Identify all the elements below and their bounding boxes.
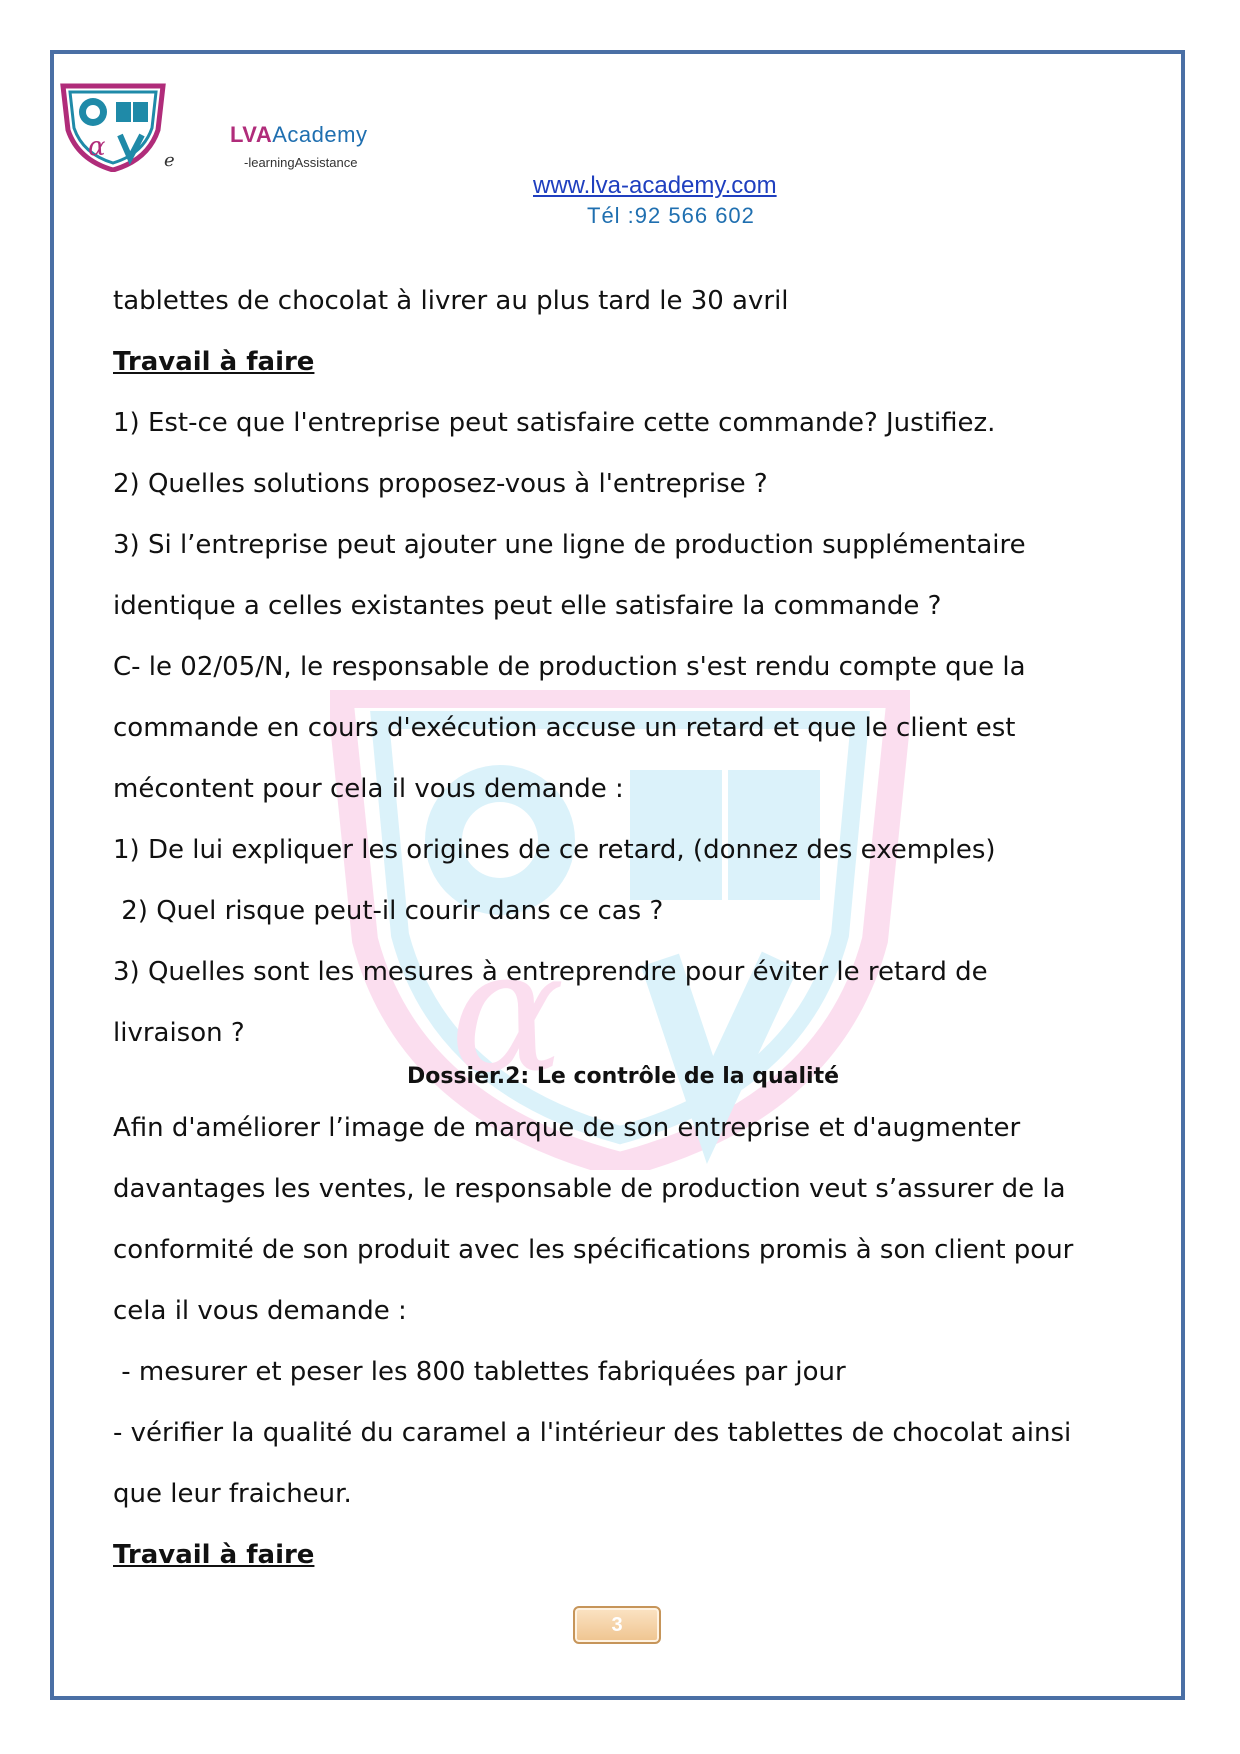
question-line: identique a celles existantes peut elle satisfaire la commande ? <box>113 591 942 621</box>
paragraph-line: tablettes de chocolat à livrer au plus tard le 30 avril <box>113 286 789 316</box>
website-link[interactable]: www.lva-academy.com <box>533 172 777 199</box>
section-heading: Travail à faire <box>113 1540 315 1570</box>
paragraph-line: mécontent pour cela il vous demande : <box>113 774 624 804</box>
brand-academy: Academy <box>272 122 368 147</box>
svg-text:α: α <box>450 913 565 1111</box>
brand-lva: LVA <box>230 122 273 147</box>
question-line: 1) Est-ce que l'entreprise peut satisfaire cette commande? Justifiez. <box>113 408 996 438</box>
question-line: 3) Quelles sont les mesures à entreprendre pour éviter le retard de <box>113 957 988 987</box>
list-item: - vérifier la qualité du caramel a l'intérieur des tablettes de chocolat ainsi <box>113 1418 1072 1448</box>
paragraph-line: conformité de son produit avec les spécifications promis à son client pour <box>113 1235 1074 1265</box>
paragraph-line: commande en cours d'exécution accuse un retard et que le client est <box>113 713 1016 743</box>
academy-logo <box>58 80 168 172</box>
phone-number: Tél :92 566 602 <box>587 203 755 228</box>
section-heading: Travail à faire <box>113 347 315 377</box>
question-line: 2) Quel risque peut-il courir dans ce cas ? <box>113 896 664 926</box>
paragraph-line: Afin d'améliorer l’image de marque de son entreprise et d'augmenter <box>113 1113 1021 1143</box>
paragraph-line: que leur fraicheur. <box>113 1479 352 1509</box>
brand-tagline: -learningAssistance <box>244 155 358 170</box>
dossier-title: Dossier.2: Le contrôle de la qualité <box>406 1064 840 1089</box>
svg-text:α: α <box>88 132 106 162</box>
document-body <box>113 280 1123 1595</box>
list-item: - mesurer et peser les 800 tablettes fabriquées par jour <box>113 1357 846 1387</box>
question-line: livraison ? <box>113 1018 245 1048</box>
paragraph-line: davantages les ventes, le responsable de production veut s’assurer de la <box>113 1174 1066 1204</box>
question-line: 3) Si l’entreprise peut ajouter une ligne de production supplémentaire <box>113 530 1026 560</box>
question-line: 2) Quelles solutions proposez-vous à l'entreprise ? <box>113 469 768 499</box>
logo-letter: e <box>164 150 175 171</box>
brand-name <box>230 122 367 148</box>
page-number: 3 <box>573 1606 661 1644</box>
paragraph-line: C- le 02/05/N, le responsable de production s'est rendu compte que la <box>113 652 1026 682</box>
paragraph-line: cela il vous demande : <box>113 1296 407 1326</box>
question-line: 1) De lui expliquer les origines de ce retard, (donnez des exemples) <box>113 835 996 865</box>
